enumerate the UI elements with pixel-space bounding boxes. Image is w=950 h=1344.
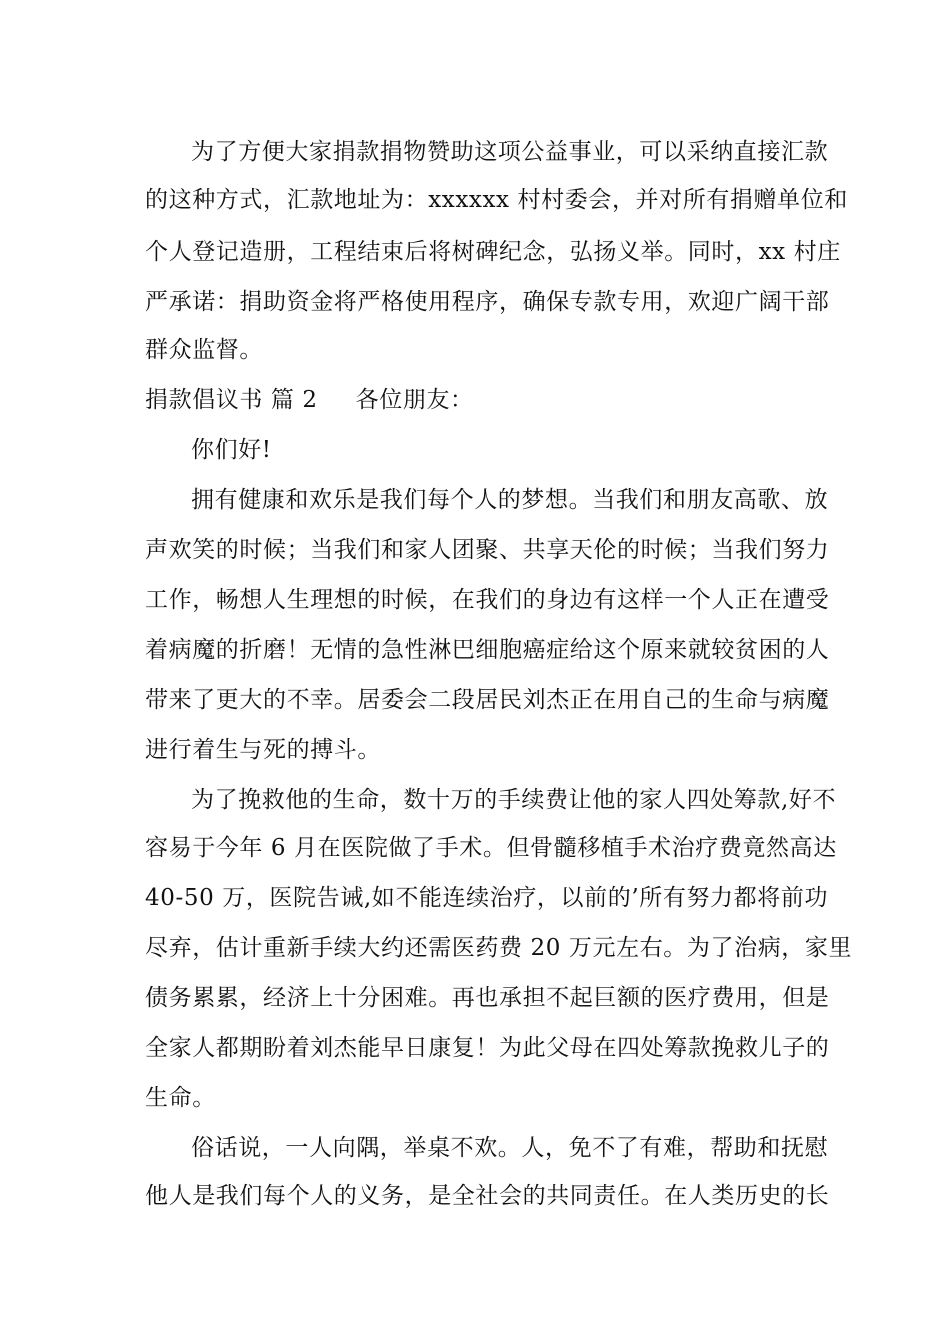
- paragraph-4-line-2: 他人是我们每个人的义务，是全社会的共同责任。在人类历史的长: [145, 1183, 830, 1209]
- paragraph-1-line-5: 群众监督。: [145, 337, 263, 363]
- paragraph-2-line-2: 声欢笑的时候；当我们和家人团聚、共享天伦的时候；当我们努力: [145, 537, 830, 563]
- paragraph-3-line-7: 生命。: [145, 1085, 216, 1111]
- paragraph-1-line-2: 的这种方式，汇款地址为：xxxxxx 村村委会，并对所有捐赠单位和: [145, 187, 848, 213]
- paragraph-4-line-1: 俗话说，一人向隅，举桌不欢。人，免不了有难，帮助和抚慰: [191, 1135, 829, 1161]
- paragraph-2-line-1: 拥有健康和欢乐是我们每个人的梦想。当我们和朋友高歌、放: [191, 487, 829, 513]
- paragraph-1-line-3: 个人登记造册，工程结束后将树碑纪念，弘扬义举。同时，xx 村庄: [145, 239, 841, 265]
- paragraph-3-line-6: 全家人都期盼着刘杰能早日康复！为此父母在四处筹款挽救儿子的: [145, 1035, 830, 1061]
- paragraph-1-line-1: 为了方便大家捐款捐物赞助这项公益事业，可以采纳直接汇款: [191, 139, 829, 165]
- paragraph-3-line-1: 为了挽救他的生命，数十万的手续费让他的家人四处筹款,好不: [191, 787, 837, 813]
- paragraph-3-line-2: 容易于今年 6 月在医院做了手术。但骨髓移植手术治疗费竟然高达: [145, 835, 837, 861]
- paragraph-1-line-4: 严承诺：捐助资金将严格使用程序，确保专款专用，欢迎广阔干部: [145, 289, 830, 315]
- greeting: 你们好!: [191, 437, 272, 463]
- paragraph-2-line-5: 带来了更大的不幸。居委会二段居民刘杰正在用自己的生命与病魔: [145, 687, 830, 713]
- paragraph-3-line-3: 40-50 万，医院告诫,如不能连续治疗，以前的’所有努力都将前功: [145, 885, 829, 911]
- article-heading: [145, 385, 474, 415]
- paragraph-2-line-4: 着病魔的折磨！无情的急性淋巴细胞癌症给这个原来就较贫困的人: [145, 637, 830, 663]
- paragraph-3-line-5: 债务累累，经济上十分困难。再也承担不起巨额的医疗费用，但是: [145, 985, 830, 1011]
- article-title: 捐款倡议书 篇 2: [145, 387, 318, 413]
- salutation: 各位朋友：: [355, 387, 474, 413]
- paragraph-2-line-3: 工作，畅想人生理想的时候，在我们的身边有这样一个人正在遭受: [145, 587, 830, 613]
- paragraph-3-line-4: 尽弃，估计重新手续大约还需医药费 20 万元左右。为了治病，家里: [145, 935, 853, 961]
- paragraph-2-line-6: 进行着生与死的搏斗。: [145, 737, 381, 763]
